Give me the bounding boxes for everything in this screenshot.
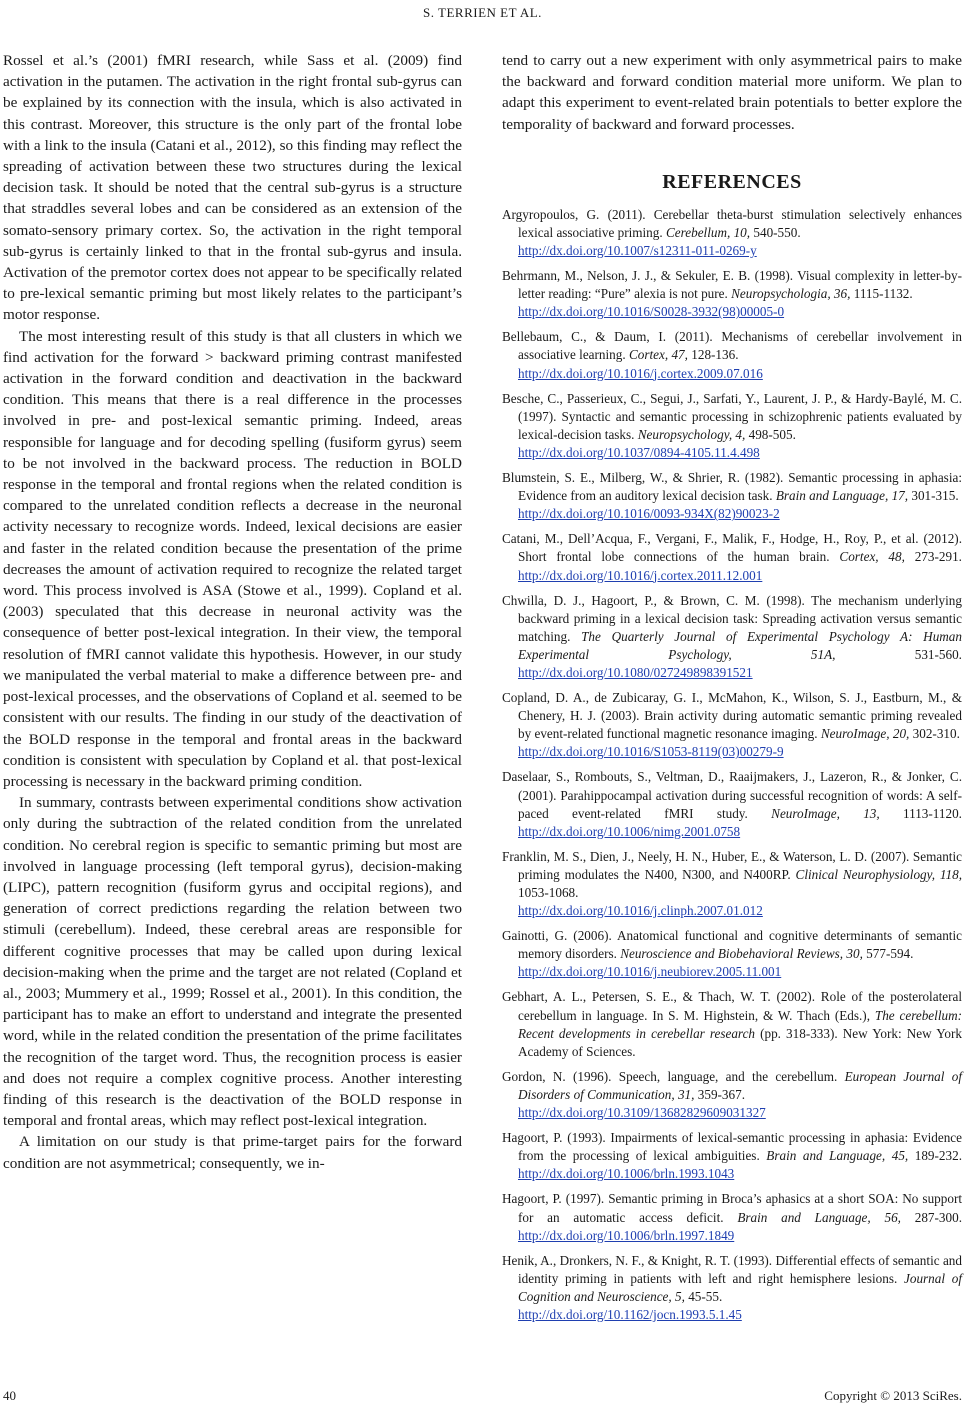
reference-journal: Brain and Language, 56,: [737, 1209, 901, 1225]
reference-pages: 273-291.: [904, 549, 962, 565]
reference-journal: Neuroscience and Biobehavioral Reviews, 30,: [620, 946, 863, 962]
reference-journal: Cortex, 47,: [628, 347, 688, 363]
reference-doi-link[interactable]: http://dx.doi.org/10.1007/s12311-011-0269-y: [518, 243, 757, 258]
body-paragraph: The most interesting result of this study is that all clusters in which we find activation for the forward > backward priming contrast manifested activation in the forward condition and deactivation in the backward condition. This means that there is a real difference in the processes involved in pre- and post-lexical semantic priming. Indeed, areas responsible for language and for decoding spelling (fusiform gyrus) seem to be not involved in the backward process. The reduction in BOLD response in the temporal and frontal regions when the related condition is compared to the unrelated condition reflects a decrease in the neuronal activity necessary to recognize words. Indeed, lexical decisions are easier and faster in the related condition because the presentation of the prime decreases the amount of activation required to recognize the related target word. This process involved is ASA (Stowe et al., 1999). Copland et al. (2003) speculated that this decrease in neuronal activity was the consequence of better post-lexical integration. In their view, the temporal resolution of fMRI cannot validate this hypothesis. However, in our study we manipulated the verbal material to make a difference between pre- and post-lexical processes, and the observations of Copland et al. seemed to be consistent with our results. The finding in our study of the deactivation of the BOLD response in the temporal and frontal areas in the backward condition is consistent with speculation by Copland et al. that post-lexical processing is necessary in the backward priming condition.: [3, 327, 462, 790]
reference-journal: Brain and Language, 17,: [775, 488, 909, 504]
body-paragraph: Rossel et al.’s (2001) fMRI research, while Sass et al. (2009) find activation in the putamen. The activation in the right frontal sub-gyrus can be explained by its connection with the insula, which is also activated in this contrast. Moreover, this structure is the only part of the frontal lobe with a link to the insula (Catani et al., 2012), so this finding may reflect the spreading of activation between these two structures during the lexical decision task. It should be noted that the central sub-gyrus is a structure that straddles several lobes and can be considered as an extension of the somato-sensory primary cortex. So, the activation in the right temporal sub-gyrus is certainly linked to that in the frontal sub-gyrus and insula. Activation of the premotor cortex does not appear to be specifically related to pre-lexical semantic priming but most likely relates to the participant’s motor response.: [3, 52, 462, 324]
reference-text: Gainotti, G. (2006). Anatomical functional and cognitive determinants of semantic memory disorders.: [502, 928, 962, 962]
reference-item: [502, 328, 962, 382]
reference-journal: Cerebellum, 10,: [665, 224, 751, 240]
reference-doi-link[interactable]: http://dx.doi.org/10.1016/S0028-3932(98)00005-0: [518, 304, 785, 320]
reference-pages: 359-367.: [694, 1086, 746, 1102]
reference-item: [502, 592, 962, 682]
reference-text: Catani, M., Dell’Acqua, F., Vergani, F., Malik, F., Hodge, H., Roy, P., et al. (2012). Short frontal lobe connections of the human brain.: [502, 531, 962, 565]
reference-journal: NeuroImage, 20,: [820, 726, 910, 742]
reference-doi-link[interactable]: http://dx.doi.org/10.1016/j.neubiorev.2005.11.001: [518, 964, 782, 980]
reference-doi-link[interactable]: http://dx.doi.org/10.1016/j.clinph.2007.01.012: [518, 903, 763, 919]
reference-item: [502, 390, 962, 462]
reference-text: Chwilla, D. J., Hagoort, P., & Brown, C. M. (1998). The mechanism underlying backward priming in a lexical decision task: Spreading activation versus semantic matching.: [502, 592, 962, 644]
reference-journal: Journal of Cognition and Neuroscience, 5,: [518, 1270, 962, 1304]
reference-text: Gordon, N. (1996). Speech, language, and the cerebellum.: [502, 1068, 845, 1084]
reference-pages: 1115-1132.: [850, 286, 913, 302]
reference-text: Daselaar, S., Rombouts, S., Veltman, D., Raaijmakers, J., Lazeron, R., & Jonker, C. (2001). Parahippocampal activation during successful recognition of words: A self-paced event-related fMRI study.: [502, 769, 962, 821]
reference-item: [502, 848, 962, 920]
reference-text: Hagoort, P. (1993). Impairments of lexical-semantic processing in aphasia: Evidence from the processing of lexical ambiguities.: [502, 1130, 962, 1164]
reference-pages: 287-300.: [900, 1209, 962, 1225]
reference-journal: NeuroImage, 13,: [771, 805, 880, 821]
reference-doi-link[interactable]: http://dx.doi.org/10.1006/brln.1997.1849: [518, 1227, 735, 1243]
reference-text: Gebhart, A. L., Petersen, S. E., & Thach, W. T. (2002). Role of the posterolateral cerebellum in language. In S. M. Highstein, & W. Thach (Eds.),: [502, 989, 962, 1023]
reference-pages: 540-550.: [750, 224, 801, 240]
body-paragraph: A limitation on our study is that prime-target pairs for the forward condition are not asymmetrical; consequently, we in-: [3, 1133, 462, 1172]
reference-doi-link[interactable]: http://dx.doi.org/10.1016/j.cortex.2009.07.016: [518, 365, 763, 381]
reference-pages: (pp. 318-333). New York: New York Academy of Sciences.: [518, 1025, 962, 1059]
reference-item: [502, 530, 962, 584]
reference-doi-link[interactable]: http://dx.doi.org/10.1016/S1053-8119(03)00279-9: [518, 744, 784, 760]
reference-pages: 498-505.: [745, 426, 796, 442]
reference-journal: European Journal of Disorders of Communication, 31,: [518, 1068, 962, 1102]
reference-doi-link[interactable]: http://dx.doi.org/10.1016/j.cortex.2011.12.001: [518, 567, 763, 583]
reference-pages: 531-560.: [835, 646, 962, 662]
page-number: 40: [3, 1388, 16, 1403]
reference-text: Franklin, M. S., Dien, J., Neely, H. N., Huber, E., & Waterson, L. D. (2007). Semantic priming modulates the N400, N300, and N400RP.: [502, 848, 962, 882]
reference-journal: Cortex, 48,: [839, 549, 905, 565]
reference-doi-link[interactable]: http://dx.doi.org/10.1162/jocn.1993.5.1.45: [518, 1306, 742, 1322]
reference-doi-link[interactable]: http://dx.doi.org/10.1037/0894-4105.11.4.498: [518, 444, 760, 460]
reference-journal: Clinical Neurophysiology, 118,: [795, 866, 962, 882]
reference-item: [502, 1129, 962, 1183]
reference-text: Blumstein, S. E., Milberg, W., & Shrier, R. (1982). Semantic processing in aphasia: Evidence from an auditory lexical decision task.: [502, 470, 962, 504]
reference-doi-link[interactable]: http://dx.doi.org/10.1006/nimg.2001.0758: [518, 823, 741, 839]
reference-text: Bellebaum, C., & Daum, I. (2011). Mechanisms of cerebellar involvement in associative learning.: [502, 329, 962, 363]
reference-item: [502, 1252, 962, 1324]
reference-journal: Brain and Language, 45,: [766, 1148, 909, 1164]
reference-item: [502, 267, 962, 321]
reference-item: [502, 469, 962, 523]
reference-text: Hagoort, P. (1997). Semantic priming in Broca’s aphasics at a short SOA: No support for an automatic access deficit.: [502, 1191, 962, 1225]
reference-doi-link[interactable]: http://dx.doi.org/10.1016/0093-934X(82)90023-2: [518, 506, 780, 522]
reference-doi-link[interactable]: http://dx.doi.org/10.1080/027249898391521: [518, 664, 753, 680]
reference-journal: Neuropsychology, 4,: [637, 426, 746, 442]
reference-text: Besche, C., Passerieux, C., Segui, J., Sarfati, Y., Laurent, J. P., & Hardy-Baylé, M. C. (1997). Syntactic and semantic processing in schizophrenic patients evaluated by lexical-decision tasks.: [502, 390, 962, 442]
reference-pages: 302-310.: [909, 726, 960, 742]
copyright-notice: Copyright © 2013 SciRes.: [824, 1388, 962, 1403]
reference-item: [502, 927, 962, 981]
reference-text: Henik, A., Dronkers, N. F., & Knight, R. T. (1993). Differential effects of semantic and identity priming in patients with left and right hemisphere lesions.: [502, 1252, 962, 1286]
reference-text: Copland, D. A., de Zubicaray, G. I., McMahon, K., Wilson, S. J., Eastburn, M., & Chenery, H. J. (2003). Brain activity during automatic semantic priming revealed by event-related functional magnetic resonance imaging.: [502, 690, 962, 742]
reference-pages: 1053-1068.: [518, 885, 579, 900]
reference-pages: 45-55.: [684, 1288, 723, 1304]
body-paragraph-continuation: tend to carry out a new experiment with only asymmetrical pairs to make the backward and forward condition material more uniform. We plan to adapt this experiment to event-related brain potentials to better explore the temporality of backward and forward processes.: [502, 52, 962, 133]
reference-pages: 577-594.: [862, 946, 914, 962]
reference-pages: 1113-1120.: [879, 805, 962, 821]
reference-pages: 189-232.: [908, 1148, 962, 1164]
running-head: S. TERRIEN ET AL.: [423, 5, 542, 20]
reference-doi-link[interactable]: http://dx.doi.org/10.1006/brln.1993.1043: [518, 1166, 735, 1182]
reference-doi-link[interactable]: http://dx.doi.org/10.3109/13682829609031327: [518, 1105, 766, 1121]
reference-item: [502, 988, 962, 1060]
reference-text: Argyropoulos, G. (2011). Cerebellar theta-burst stimulation selectively enhances lexical associative priming.: [502, 206, 962, 240]
reference-pages: 128-136.: [687, 347, 739, 363]
reference-journal: The cerebellum: Recent developments in cerebellar research: [518, 1007, 962, 1041]
right-column: [502, 50, 962, 1331]
reference-list: [502, 206, 962, 1324]
reference-item: [502, 768, 962, 840]
body-paragraph: In summary, contrasts between experimental conditions show activation only during the subtraction of the related condition from the unrelated condition. No cerebral region is specific to semantic priming but most are involved in language processing (left temporal gyrus), decision-making (LIPC), pattern recognition (fusiform gyrus and occipital regions), and generation of correct predictions regarding the relation between two stimuli (cerebellum). Indeed, these cerebral areas are responsible for different cognitive processes that may be called upon during lexical decision-making when the prime and the target are not related (Copland et al., 2003; Mummery et al., 1999; Rossel et al., 2001). In this condition, the participant has to make an effort to understand and integrate the presented word, while in the related condition the presentation of the prime facilitates the recognition of the target word. Thus, the recognition process is easier and does not require a complex cognitive process. Another interesting finding of this research is the deactivation of the BOLD response in temporal and frontal areas, which may reflect post-lexical integration.: [3, 794, 462, 1130]
reference-item: [502, 1068, 962, 1122]
reference-journal: Neuropsychologia, 36,: [731, 286, 851, 302]
left-column: [3, 50, 462, 1174]
reference-item: [502, 1190, 962, 1244]
reference-item: [502, 689, 962, 761]
references-heading: REFERENCES: [662, 170, 802, 193]
reference-journal: The Quarterly Journal of Experimental Psychology A: Human Experimental Psychology, 51A,: [518, 628, 962, 662]
reference-text: Behrmann, M., Nelson, J. J., & Sekuler, E. B. (1998). Visual complexity in letter-by-letter reading: “Pure” alexia is not pure.: [502, 268, 962, 302]
reference-pages: 301-315.: [908, 488, 959, 504]
reference-item: [502, 206, 962, 260]
